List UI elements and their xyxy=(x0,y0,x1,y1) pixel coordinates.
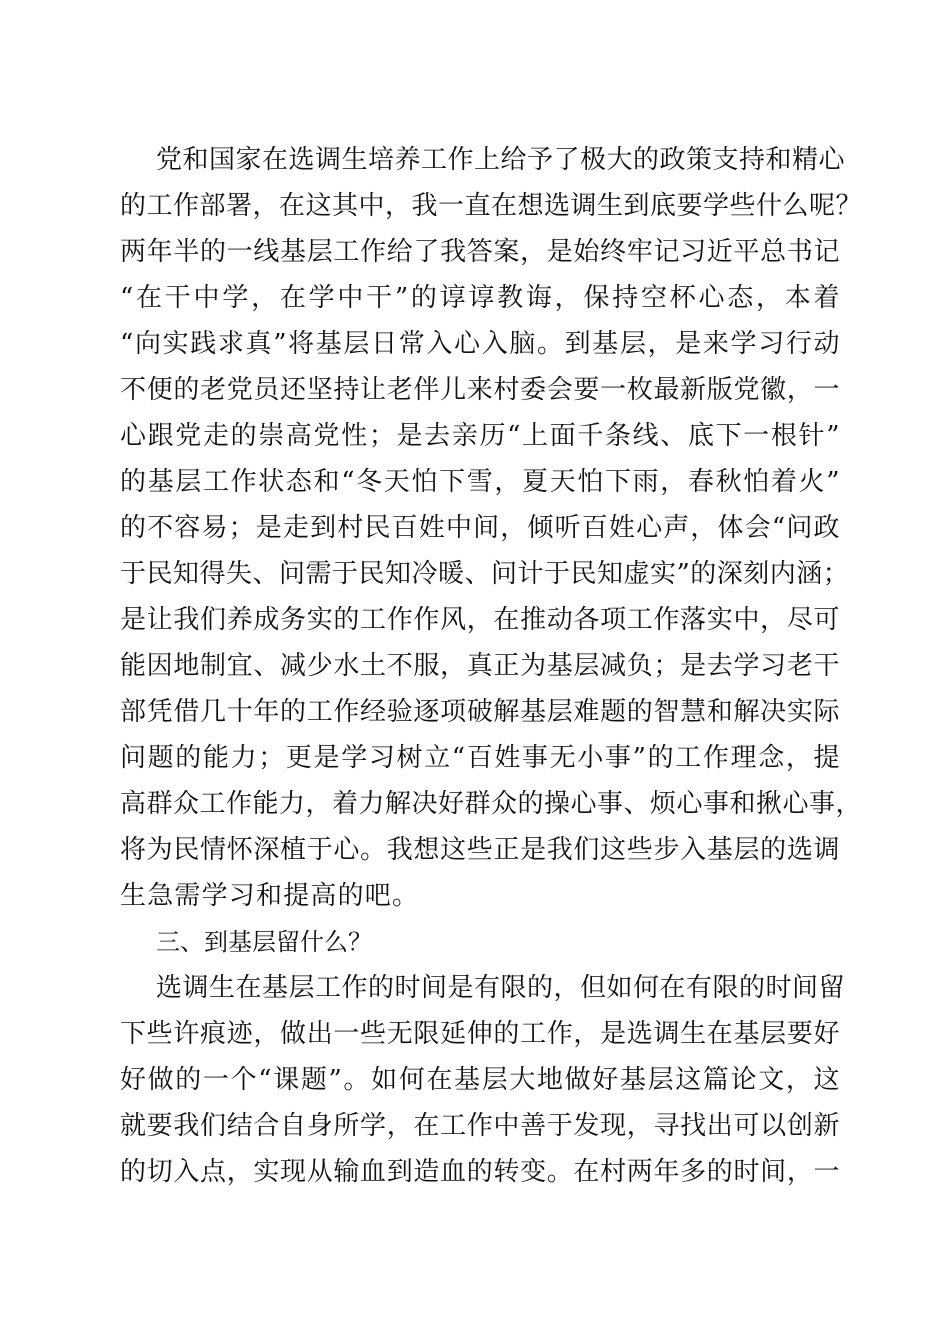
paragraph-1-line-13: 部凭借几十年的工作经验逐项破解基层难题的智慧和解决实际 xyxy=(120,697,840,727)
paragraph-1-line-8: 的基层工作状态和“冬天怕下雪，夏天怕下雨，春秋怕着火” xyxy=(120,467,840,497)
paragraph-1-line-2: 的工作部署，在这其中，我一直在想选调生到底要学些什么呢？ xyxy=(120,191,863,221)
paragraph-1-line-9: 的不容易；是走到村民百姓中间，倾听百姓心声，体会“问政 xyxy=(120,513,840,543)
paragraph-2-line-3: 好做的一个“课题”。如何在基层大地做好基层这篇论文，这 xyxy=(120,1065,840,1095)
paragraph-2-line-1: 选调生在基层工作的时间是有限的，但如何在有限的时间留 xyxy=(156,973,846,1003)
paragraph-2-line-5: 的切入点，实现从输血到造血的转变。在村两年多的时间，一 xyxy=(120,1157,840,1187)
paragraph-1-line-7: 心跟党走的崇高党性；是去亲历“上面千条线、底下一根针” xyxy=(120,421,840,451)
paragraph-1-line-3: 两年半的一线基层工作给了我答案，是始终牢记习近平总书记 xyxy=(120,237,840,267)
paragraph-1-line-5: “向实践求真”将基层日常入心入脑。到基层，是来学习行动 xyxy=(120,329,840,359)
paragraph-1-line-16: 将为民情怀深植于心。我想这些正是我们这些步入基层的选调 xyxy=(120,835,840,865)
paragraph-1-line-15: 高群众工作能力，着力解决好群众的操心事、烦心事和揪心事， xyxy=(120,789,863,819)
paragraph-2-line-2: 下些许痕迹，做出一些无限延伸的工作，是选调生在基层要好 xyxy=(120,1019,840,1049)
paragraph-1-line-14: 问题的能力；更是学习树立“百姓事无小事”的工作理念，提 xyxy=(120,743,840,773)
paragraph-1-line-12: 能因地制宜、减少水土不服，真正为基层减负；是去学习老干 xyxy=(120,651,840,681)
paragraph-1-line-17: 生急需学习和提高的吧。 xyxy=(120,881,420,911)
paragraph-1-line-10: 于民知得失、问需于民知冷暖、问计于民知虚实”的深刻内涵； xyxy=(120,559,850,589)
paragraph-2-line-4: 就要我们结合自身所学，在工作中善于发现，寻找出可以创新 xyxy=(120,1111,840,1141)
paragraph-1-line-1: 党和国家在选调生培养工作上给予了极大的政策支持和精心 xyxy=(156,145,846,175)
paragraph-1-line-4: “在干中学，在学中干”的谆谆教诲，保持空杯心态，本着 xyxy=(120,283,840,313)
paragraph-1-line-11: 是让我们养成务实的工作作风，在推动各项工作落实中，尽可 xyxy=(120,605,840,635)
paragraph-1-line-6: 不便的老党员还坚持让老伴儿来村委会要一枚最新版党徽，一 xyxy=(120,375,840,405)
section-heading: 三、到基层留什么？ xyxy=(156,928,372,956)
